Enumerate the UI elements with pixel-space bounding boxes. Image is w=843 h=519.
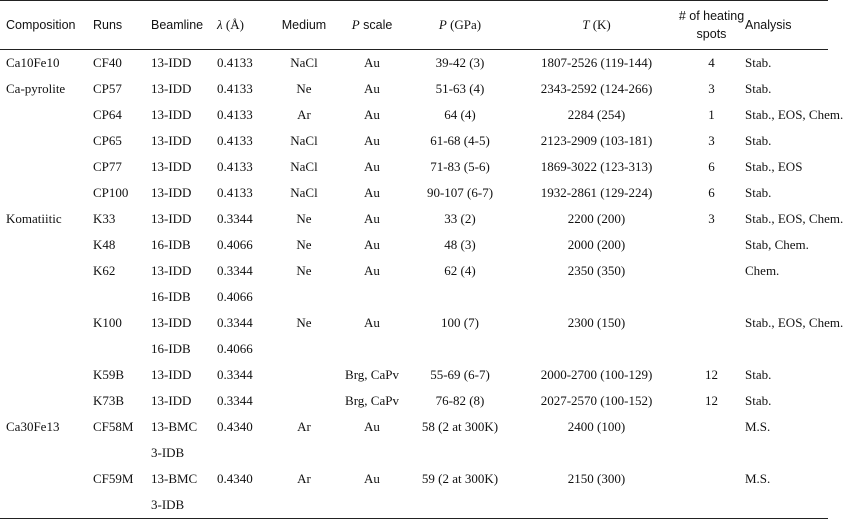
cell-wavelength: 0.4133 xyxy=(217,133,253,148)
cell-heating-spots: 1 xyxy=(708,107,715,122)
cell-temperature: 2300 (150) xyxy=(567,315,626,330)
cell-temperature: 2150 (300) xyxy=(567,471,626,486)
cell-wavelength: 0.4066 xyxy=(217,289,253,304)
cell-analysis: M.S. xyxy=(745,471,771,486)
table-row xyxy=(0,102,828,128)
cell-pressure: 76-82 (8) xyxy=(435,393,485,408)
cell-beamline: 13-IDD xyxy=(151,367,192,382)
header-beamline: Beamline xyxy=(151,1,217,50)
cell-run: K73B xyxy=(93,393,125,408)
cell-pressure: 90-107 (6-7) xyxy=(426,185,494,200)
cell-beamline: 13-BMC xyxy=(151,419,198,434)
table-row xyxy=(0,50,828,77)
cell-heating-spots xyxy=(678,466,745,492)
cell-beamline: 13-IDD xyxy=(151,55,192,70)
cell-run xyxy=(93,492,151,519)
cell-pressure: 100 (7) xyxy=(441,315,479,330)
table-row xyxy=(0,206,828,232)
cell-medium: Ar xyxy=(297,419,311,434)
cell-pressure-scale: Au xyxy=(364,55,380,70)
cell-heating-spots: 3 xyxy=(708,133,715,148)
cell-composition: Ca-pyrolite xyxy=(6,81,66,96)
cell-pressure: 58 (2 at 300K) xyxy=(421,419,499,434)
cell-run xyxy=(93,440,151,466)
cell-analysis xyxy=(745,284,828,310)
cell-pressure-scale: Au xyxy=(364,211,380,226)
table-header xyxy=(0,1,828,50)
cell-run: CF40 xyxy=(93,55,122,70)
cell-composition xyxy=(0,466,93,492)
cell-medium: Ne xyxy=(296,263,312,278)
cell-composition xyxy=(0,154,93,180)
cell-pressure: 71-83 (5-6) xyxy=(430,159,490,174)
cell-medium xyxy=(269,440,339,466)
cell-analysis: Stab. xyxy=(745,367,772,382)
cell-pressure-scale: Au xyxy=(364,159,380,174)
cell-beamline: 13-IDD xyxy=(151,393,192,408)
cell-pressure: 55-69 (6-7) xyxy=(430,367,490,382)
cell-run xyxy=(93,336,151,362)
cell-heating-spots xyxy=(678,284,745,310)
header-analysis: Analysis xyxy=(745,1,828,50)
table-body xyxy=(0,50,843,519)
table-row xyxy=(0,362,828,388)
cell-medium: Ar xyxy=(297,471,311,486)
cell-run: CF58M xyxy=(93,419,134,434)
cell-heating-spots xyxy=(678,232,745,258)
cell-wavelength: 0.4133 xyxy=(217,185,253,200)
header-pressure-scale: P scale xyxy=(339,1,405,50)
cell-beamline: 13-IDD xyxy=(151,107,192,122)
cell-pressure-scale xyxy=(339,336,405,362)
table-row xyxy=(0,232,828,258)
cell-composition xyxy=(0,362,93,388)
cell-composition xyxy=(0,232,93,258)
table-row xyxy=(0,128,828,154)
table-row xyxy=(0,388,828,414)
cell-medium: Ne xyxy=(296,315,312,330)
cell-heating-spots xyxy=(678,440,745,466)
cell-composition xyxy=(0,492,93,519)
cell-analysis: Stab., EOS xyxy=(745,159,803,174)
cell-composition xyxy=(0,258,93,284)
cell-medium: NaCl xyxy=(290,55,318,70)
cell-analysis: Chem. xyxy=(745,263,780,278)
cell-analysis: Stab. xyxy=(745,393,772,408)
cell-pressure xyxy=(405,336,515,362)
cell-beamline: 16-IDB xyxy=(151,289,191,304)
table-row xyxy=(0,258,828,284)
cell-analysis: Stab. xyxy=(745,185,772,200)
cell-heating-spots: 3 xyxy=(708,81,715,96)
cell-temperature: 2200 (200) xyxy=(567,211,626,226)
cell-pressure: 61-68 (4-5) xyxy=(430,133,490,148)
cell-wavelength: 0.3344 xyxy=(217,315,253,330)
cell-analysis xyxy=(745,492,828,519)
table-row xyxy=(0,154,828,180)
cell-run: K100 xyxy=(93,315,122,330)
cell-analysis: Stab. xyxy=(745,133,772,148)
cell-pressure-scale: Au xyxy=(364,315,380,330)
cell-run: K59B xyxy=(93,367,125,382)
cell-beamline: 13-IDD xyxy=(151,185,192,200)
cell-wavelength: 0.3344 xyxy=(217,393,253,408)
table-row xyxy=(0,284,828,310)
cell-analysis: Stab. xyxy=(745,55,772,70)
cell-heating-spots xyxy=(678,414,745,440)
cell-heating-spots: 3 xyxy=(708,211,715,226)
cell-composition xyxy=(0,336,93,362)
cell-analysis: Stab., EOS, Chem. xyxy=(745,211,843,226)
cell-pressure-scale xyxy=(339,492,405,519)
cell-temperature: 2000-2700 (100-129) xyxy=(540,367,653,382)
cell-pressure: 48 (3) xyxy=(444,237,476,252)
cell-heating-spots xyxy=(678,492,745,519)
cell-beamline: 13-IDD xyxy=(151,133,192,148)
cell-heating-spots xyxy=(678,258,745,284)
cell-beamline: 13-IDD xyxy=(151,211,192,226)
header-medium: Medium xyxy=(269,1,339,50)
cell-pressure-scale: Au xyxy=(364,133,380,148)
cell-run: CF59M xyxy=(93,471,134,486)
cell-wavelength: 0.4066 xyxy=(217,341,253,356)
cell-temperature xyxy=(515,336,678,362)
cell-composition: Komatiitic xyxy=(6,211,62,226)
cell-wavelength: 0.4133 xyxy=(217,107,253,122)
cell-run: CP65 xyxy=(93,133,122,148)
table-row xyxy=(0,440,828,466)
cell-heating-spots: 12 xyxy=(705,367,718,382)
header-runs: Runs xyxy=(93,1,151,50)
cell-analysis: Stab., EOS, Chem. xyxy=(745,107,843,122)
cell-temperature: 2000 (200) xyxy=(567,237,626,252)
cell-medium: Ne xyxy=(296,211,312,226)
cell-beamline: 13-IDD xyxy=(151,81,192,96)
cell-run: CP64 xyxy=(93,107,122,122)
cell-wavelength: 0.4340 xyxy=(217,471,253,486)
cell-medium: Ar xyxy=(297,107,311,122)
cell-wavelength: 0.3344 xyxy=(217,263,253,278)
cell-wavelength: 0.4133 xyxy=(217,55,253,70)
cell-composition xyxy=(0,180,93,206)
cell-pressure-scale xyxy=(339,284,405,310)
cell-wavelength xyxy=(217,492,269,519)
table-row xyxy=(0,180,828,206)
cell-pressure-scale: Au xyxy=(364,237,380,252)
cell-pressure-scale: Au xyxy=(364,81,380,96)
cell-heating-spots xyxy=(678,336,745,362)
cell-beamline: 3-IDB xyxy=(151,445,185,460)
cell-run: CP77 xyxy=(93,159,122,174)
cell-beamline: 13-IDD xyxy=(151,263,192,278)
cell-temperature: 2027-2570 (100-152) xyxy=(540,393,653,408)
cell-temperature: 1807-2526 (119-144) xyxy=(540,55,653,70)
cell-medium xyxy=(269,388,339,414)
cell-medium: NaCl xyxy=(290,133,318,148)
cell-beamline: 3-IDB xyxy=(151,492,217,519)
cell-temperature: 2350 (350) xyxy=(567,263,626,278)
cell-medium: NaCl xyxy=(290,159,318,174)
cell-pressure-scale: Au xyxy=(364,107,380,122)
cell-pressure-scale: Au xyxy=(364,419,380,434)
cell-pressure: 64 (4) xyxy=(444,107,476,122)
cell-pressure-scale: Au xyxy=(364,471,380,486)
table-row xyxy=(0,310,828,336)
cell-medium: Ne xyxy=(296,81,312,96)
header-heating-spots: # of heating spots xyxy=(678,1,745,50)
cell-temperature: 1869-3022 (123-313) xyxy=(540,159,653,174)
cell-composition xyxy=(0,128,93,154)
cell-composition xyxy=(0,102,93,128)
header-temperature: T (K) xyxy=(515,1,678,50)
cell-wavelength: 0.3344 xyxy=(217,211,253,226)
cell-temperature: 2123-2909 (103-181) xyxy=(540,133,653,148)
cell-medium: Ne xyxy=(296,237,312,252)
cell-beamline: 16-IDB xyxy=(151,341,191,356)
cell-analysis: Stab, Chem. xyxy=(745,237,809,252)
cell-wavelength xyxy=(217,440,269,466)
cell-wavelength: 0.4066 xyxy=(217,237,253,252)
cell-temperature xyxy=(515,284,678,310)
header-row xyxy=(0,1,828,50)
cell-analysis: M.S. xyxy=(745,419,771,434)
cell-beamline: 16-IDB xyxy=(151,237,191,252)
cell-analysis xyxy=(745,336,828,362)
cell-heating-spots: 6 xyxy=(708,185,715,200)
cell-run: CP57 xyxy=(93,81,122,96)
cell-temperature: 2284 (254) xyxy=(567,107,626,122)
cell-pressure: 62 (4) xyxy=(444,263,476,278)
cell-temperature xyxy=(515,440,678,466)
table-row xyxy=(0,336,828,362)
cell-beamline: 13-BMC xyxy=(151,471,198,486)
cell-heating-spots: 12 xyxy=(705,393,718,408)
cell-pressure-scale: Au xyxy=(364,263,380,278)
table-row xyxy=(0,492,828,519)
cell-beamline: 13-IDD xyxy=(151,315,192,330)
cell-pressure-scale: Brg, CaPv xyxy=(345,393,399,408)
cell-run: CP100 xyxy=(93,185,129,200)
header-wavelength: λ (Å) xyxy=(217,1,269,50)
cell-medium xyxy=(269,336,339,362)
cell-pressure xyxy=(405,440,515,466)
cell-pressure: 51-63 (4) xyxy=(435,81,485,96)
cell-pressure xyxy=(405,284,515,310)
cell-run: K33 xyxy=(93,211,116,226)
cell-medium xyxy=(269,492,339,519)
cell-pressure: 39-42 (3) xyxy=(435,55,485,70)
header-composition: Composition xyxy=(0,1,93,50)
cell-composition xyxy=(0,440,93,466)
cell-pressure-scale xyxy=(339,440,405,466)
cell-temperature xyxy=(515,492,678,519)
cell-composition xyxy=(0,310,93,336)
cell-wavelength: 0.4133 xyxy=(217,159,253,174)
cell-heating-spots: 4 xyxy=(708,55,715,70)
cell-temperature: 1932-2861 (129-224) xyxy=(540,185,653,200)
cell-temperature: 2343-2592 (124-266) xyxy=(540,81,653,96)
cell-run: K48 xyxy=(93,237,116,252)
table-row xyxy=(0,466,828,492)
cell-pressure: 59 (2 at 300K) xyxy=(421,471,499,486)
cell-wavelength: 0.3344 xyxy=(217,367,253,382)
cell-medium xyxy=(269,284,339,310)
cell-composition: Ca10Fe10 xyxy=(6,55,60,70)
cell-heating-spots xyxy=(678,310,745,336)
cell-medium xyxy=(269,362,339,388)
cell-wavelength: 0.4133 xyxy=(217,81,253,96)
cell-pressure-scale: Brg, CaPv xyxy=(345,367,399,382)
cell-pressure-scale: Au xyxy=(364,185,380,200)
cell-pressure xyxy=(405,492,515,519)
table-row xyxy=(0,414,828,440)
cell-beamline: 13-IDD xyxy=(151,159,192,174)
cell-pressure: 33 (2) xyxy=(444,211,476,226)
cell-analysis xyxy=(745,440,828,466)
cell-medium: NaCl xyxy=(290,185,318,200)
cell-temperature: 2400 (100) xyxy=(567,419,626,434)
header-pressure: P (GPa) xyxy=(405,1,515,50)
cell-wavelength: 0.4340 xyxy=(217,419,253,434)
cell-run xyxy=(93,284,151,310)
cell-analysis: Stab., EOS, Chem. xyxy=(745,315,843,330)
table-row xyxy=(0,76,828,102)
cell-analysis: Stab. xyxy=(745,81,772,96)
cell-run: K62 xyxy=(93,263,116,278)
cell-composition xyxy=(0,388,93,414)
cell-composition: Ca30Fe13 xyxy=(6,419,60,434)
cell-composition xyxy=(0,284,93,310)
cell-heating-spots: 6 xyxy=(708,159,715,174)
